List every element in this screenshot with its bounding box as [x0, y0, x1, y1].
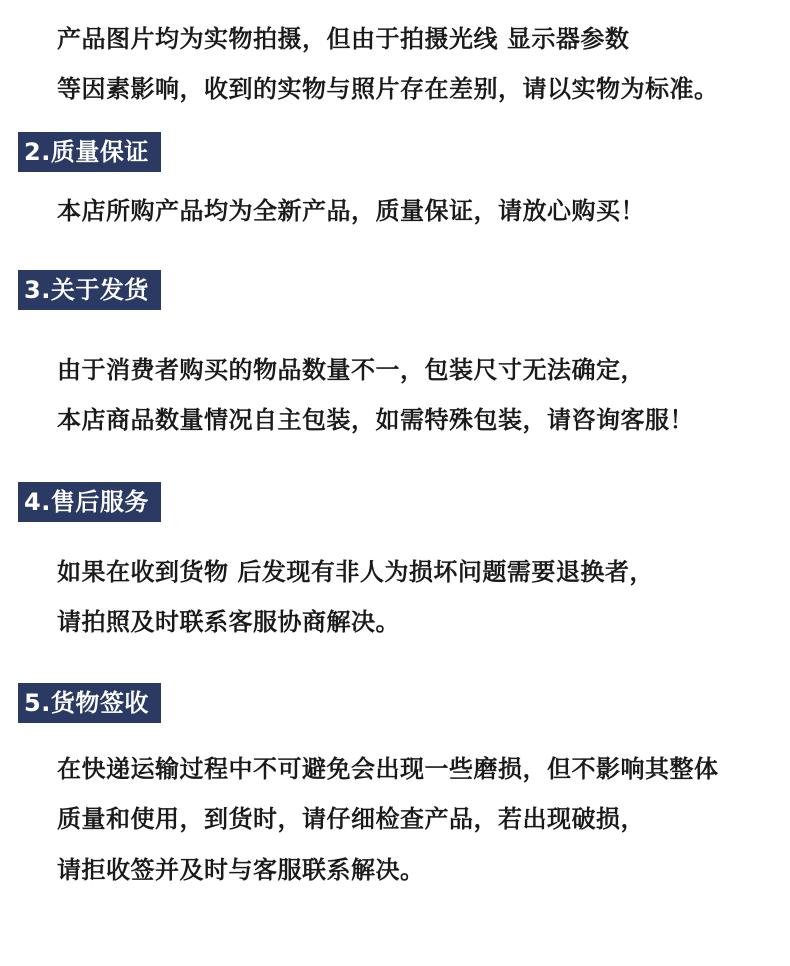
notice-line-shipping-1: 由于消费者购买的物品数量不一，包装尺寸无法确定，	[57, 356, 645, 384]
section-heading-receipt: 5.货物签收	[18, 683, 161, 723]
notice-line-receipt-1: 在快递运输过程中不可避免会出现一些磨损，但不影响其整体	[57, 755, 719, 783]
section-heading-shipping: 3.关于发货	[18, 270, 161, 310]
notice-line-shipping-2: 本店商品数量情况自主包装，如需特殊包装，请咨询客服！	[57, 406, 694, 434]
notice-line-after-sales-1: 如果在收到货物 后发现有非人为损坏问题需要退换者，	[57, 558, 654, 586]
section-heading-quality: 2.质量保证	[18, 132, 161, 172]
notice-line-photo-1: 产品图片均为实物拍摄，但由于拍摄光线 显示器参数	[57, 25, 630, 53]
notice-line-receipt-2: 质量和使用，到货时，请仔细检查产品，若出现破损，	[57, 805, 645, 833]
notice-line-receipt-3: 请拒收签并及时与客服联系解决。	[57, 856, 425, 884]
notice-line-photo-2: 等因素影响，收到的实物与照片存在差别，请以实物为标准。	[57, 75, 719, 103]
notice-line-after-sales-2: 请拍照及时联系客服协商解决。	[57, 608, 400, 636]
notice-line-quality-1: 本店所购产品均为全新产品，质量保证，请放心购买！	[57, 197, 645, 225]
section-heading-after-sales: 4.售后服务	[18, 482, 161, 522]
